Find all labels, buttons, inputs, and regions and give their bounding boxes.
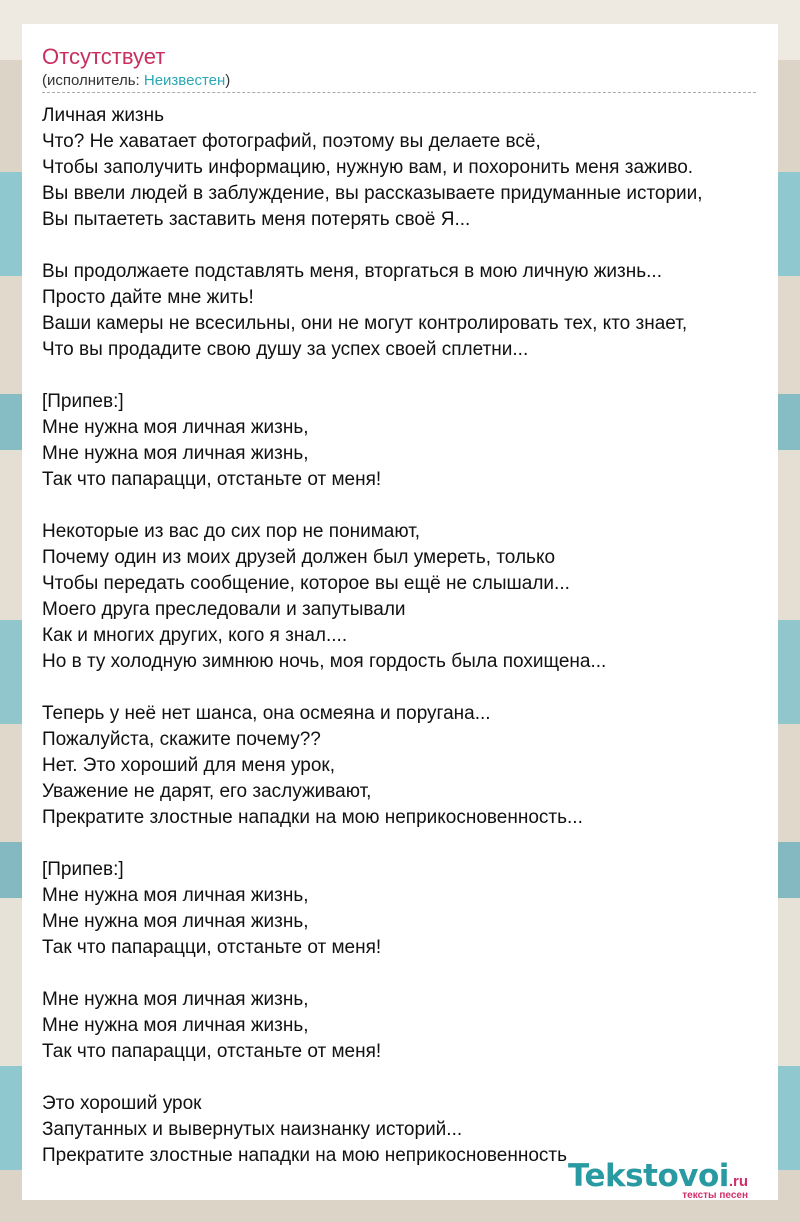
lyric-line: Вы ввели людей в заблуждение, вы рассказываете придуманные истории, xyxy=(42,183,703,204)
lyric-line: Мне нужна моя личная жизнь, xyxy=(42,443,309,464)
lyric-line: Пожалуйста, скажите почему?? xyxy=(42,729,321,750)
lyrics-text xyxy=(42,103,762,1169)
lyrics-card xyxy=(22,24,778,1200)
stanza-gap xyxy=(42,1065,762,1091)
lyric-line: Что? Не хаватает фотографий, поэтому вы делаете всё, xyxy=(42,131,541,152)
logo-tld: .ru xyxy=(728,1173,749,1190)
lyric-line: Вы пытаететь заставить меня потерять своё Я... xyxy=(42,209,471,230)
lyric-line: Просто дайте мне жить! xyxy=(42,287,254,308)
artist-byline xyxy=(42,72,230,89)
stanza-gap xyxy=(42,961,762,987)
lyric-line: [Припев:] xyxy=(42,391,124,412)
lyric-line: Личная жизнь xyxy=(42,105,165,126)
stanza-gap xyxy=(42,363,762,389)
stanza-gap xyxy=(42,831,762,857)
lyric-line: Запутанных и вывернутых наизнанку историй... xyxy=(42,1119,463,1140)
stanza-gap xyxy=(42,493,762,519)
artist-link[interactable]: Неизвестен xyxy=(143,72,226,89)
lyric-line: Некоторые из вас до сих пор не понимают, xyxy=(42,521,421,542)
logo-name: Tekstovoi xyxy=(568,1158,729,1194)
lyric-line: Мне нужна моя личная жизнь, xyxy=(42,1015,309,1036)
lyric-line: Так что папарацци, отстаньте от меня! xyxy=(42,1041,382,1062)
lyric-line: Ваши камеры не всесильны, они не могут контролировать тех, кто знает, xyxy=(42,313,688,334)
song-title: Отсутствует xyxy=(42,44,166,69)
site-logo xyxy=(568,1158,778,1206)
stanza-gap xyxy=(42,233,762,259)
stanza-gap xyxy=(42,675,762,701)
lyric-line: Так что папарацци, отстаньте от меня! xyxy=(42,937,382,958)
lyric-line: Мне нужна моя личная жизнь, xyxy=(42,911,309,932)
lyric-line: Но в ту холодную зимнюю ночь, моя гордость была похищена... xyxy=(42,651,607,672)
lyric-line: Мне нужна моя личная жизнь, xyxy=(42,885,309,906)
lyric-line: Уважение не дарят, его заслуживают, xyxy=(42,781,372,802)
lyric-line: Почему один из моих друзей должен был умереть, только xyxy=(42,547,556,568)
lyric-line: Так что папарацци, отстаньте от меня! xyxy=(42,469,382,490)
lyric-line: Как и многих других, кого я знал.... xyxy=(42,625,348,646)
byline-suffix: ) xyxy=(225,72,231,89)
lyric-line: Вы продолжаете подставлять меня, вторгаться в мою личную жизнь... xyxy=(42,261,662,282)
lyric-line: Прекратите злостные нападки на мою неприкосновенность xyxy=(42,1145,568,1166)
title-divider xyxy=(42,92,756,93)
lyric-line: [Припев:] xyxy=(42,859,124,880)
lyric-line: Нет. Это хороший для меня урок, xyxy=(42,755,335,776)
lyric-line: Это хороший урок xyxy=(42,1093,202,1114)
lyric-line: Что вы продадите свою душу за успех своей сплетни... xyxy=(42,339,529,360)
lyric-line: Мне нужна моя личная жизнь, xyxy=(42,417,309,438)
lyric-line: Чтобы передать сообщение, которое вы ещё не слышали... xyxy=(42,573,570,594)
lyric-line: Теперь у неё нет шанса, она осмеяна и поругана... xyxy=(42,703,491,724)
lyric-line: Чтобы заполучить информацию, нужную вам, и похоронить меня заживо. xyxy=(42,157,694,178)
lyric-line: Моего друга преследовали и запутывали xyxy=(42,599,406,620)
byline-prefix: (исполнитель: xyxy=(42,72,144,89)
logo-tagline: тексты песен xyxy=(682,1190,748,1201)
lyric-line: Прекратите злостные нападки на мою неприкосновенность... xyxy=(42,807,583,828)
lyric-line: Мне нужна моя личная жизнь, xyxy=(42,989,309,1010)
